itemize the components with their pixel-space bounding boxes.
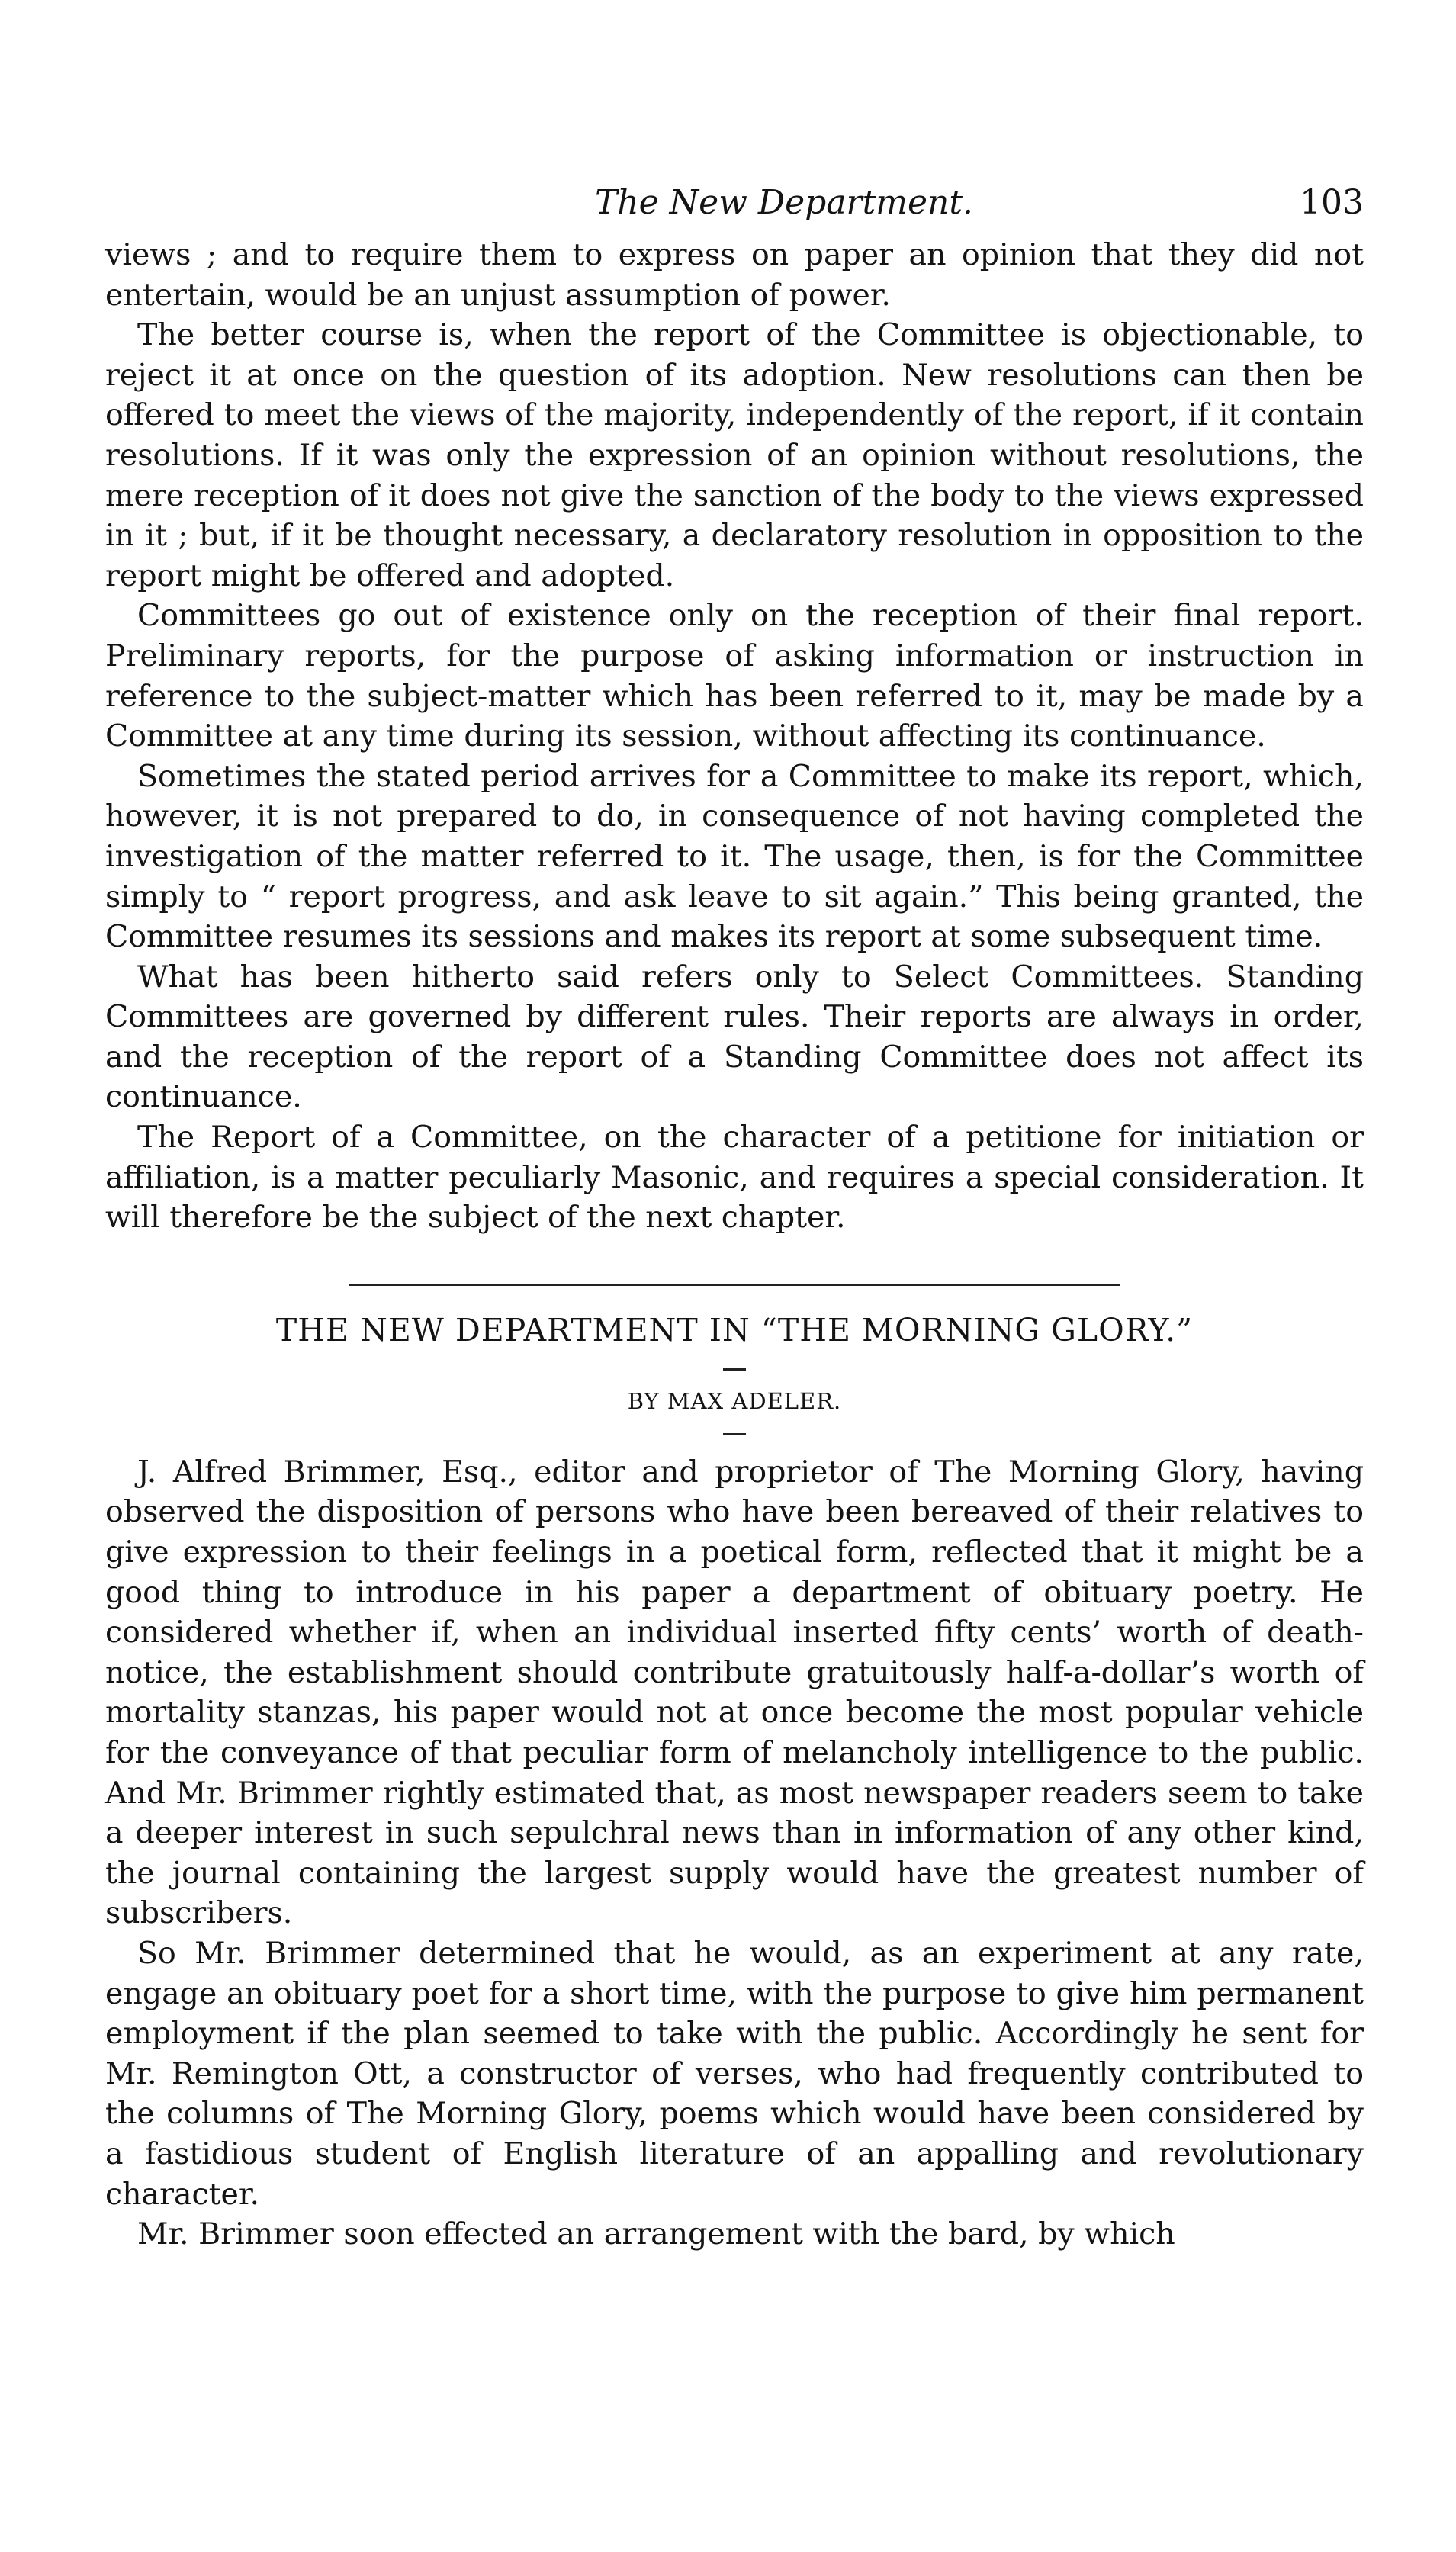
running-title: The New Department.	[594, 183, 974, 222]
page-number: 103	[1300, 183, 1364, 222]
byline-dash	[723, 1433, 746, 1435]
body-paragraph: What has been hitherto said refers only to Select Committees. Standing Committees are governed by different rules. Their reports are always in order, and the reception of the report of a Standing Committee does not affect its continuance.	[105, 959, 1364, 1115]
title-dash	[723, 1368, 746, 1371]
body-paragraph: Committees go out of existence only on the reception of their final report. Preliminary reports, for the purpose of asking information or instruction in reference to the subject-matter which has been referred to it, may be made by a Committee at any time during its session, without affecting its continuance.	[105, 598, 1364, 754]
article-byline: BY MAX ADELER.	[627, 1387, 842, 1414]
article-title: THE NEW DEPARTMENT IN “THE MORNING GLORY.”	[275, 1311, 1194, 1348]
body-paragraph: The Report of a Committee, on the character of a petitione for initiation or affiliation, is a matter peculiarly Masonic, and requires a special consideration. It will therefore be the subject of the next chapter.	[105, 1120, 1364, 1236]
body-paragraph: views ; and to require them to express on paper an opinion that they did not entertain, would be an unjust assumption of power.	[105, 237, 1364, 313]
book-page	[105, 183, 1364, 2255]
article-paragraph: Mr. Brimmer soon effected an arrangement with the bard, by which	[137, 2216, 1175, 2252]
body-paragraph: Sometimes the stated period arrives for a Committee to make its report, which, however, it is not prepared to do, in consequence of not having completed the investigation of the matter referred to it. The usage, then, is for the Committee simply to “ report progress, and ask leave to sit again.” This being granted, the Committee resumes its sessions and makes its report at some subsequent time.	[105, 758, 1364, 955]
body-paragraph: The better course is, when the report of the Committee is objectionable, to reject it at once on the question of its adoption. New resolutions can then be offered to meet the views of the majority, independently of the report, if it contain resolutions. If it was only the expression of an opinion without resolutions, the mere reception of it does not give the sanction of the body to the views expressed in it ; but, if it be thought necessary, a declaratory resolution in opposition to the report might be offered and adopted.	[105, 317, 1364, 593]
article-paragraph: So Mr. Brimmer determined that he would, as an experiment at any rate, engage an obituary poet for a short time, with the purpose to give him permanent employment if the plan seemed to take with the public. Accordingly he sent for Mr. Remington Ott, a constructor of verses, who had frequently contributed to the columns of The Morning Glory, poems which would have been considered by a fastidious student of English literature of an appalling and revolutionary character.	[105, 1935, 1364, 2212]
section-divider	[349, 1284, 1120, 1286]
article-paragraph: J. Alfred Brimmer, Esq., editor and proprietor of The Morning Glory, having observed the disposition of persons who have been bereaved of their relatives to give expression to their feelings in a poetical form, reflected that it might be a good thing to introduce in his paper a department of obituary poetry. He considered whether if, when an individual inserted fifty cents’ worth of death-notice, the establishment should contribute gratuitously half-a-dollar’s worth of mortality stanzas, his paper would not at once become the most popular vehicle for the conveyance of that peculiar form of melancholy intelligence to the public. And Mr. Brimmer rightly estimated that, as most newspaper readers seem to take a deeper interest in such sepulchral news than in information of any other kind, the journal containing the largest supply would have the greatest number of subscribers.	[105, 1454, 1364, 1931]
running-head	[105, 183, 1364, 232]
